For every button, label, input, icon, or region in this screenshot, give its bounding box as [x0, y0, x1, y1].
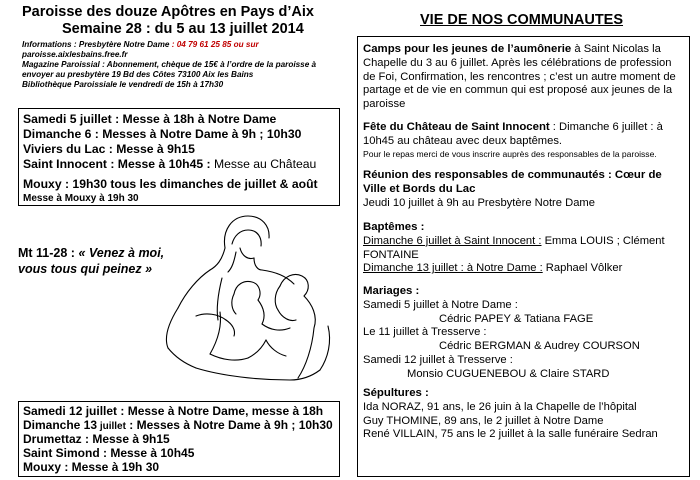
camps-section	[363, 43, 685, 112]
bap1-who: Emma LOUIS ; Clément FONTAINE	[363, 234, 665, 261]
mass-line: Samedi 12 juillet : Messe à Notre Dame, messe à 18h	[23, 404, 324, 418]
baptemes-section	[363, 221, 685, 276]
sepultures-section	[363, 387, 685, 442]
reunion-section	[363, 169, 685, 210]
quote-text-1: « Venez à moi,	[78, 246, 165, 260]
sepulture-item: Ida NORAZ, 91 ans, le 26 juin à la Chapelle de l’hôpital	[363, 400, 637, 413]
fete-text: : Dimanche 6 juillet : à 10h45 au château avec deux baptêmes.	[363, 121, 663, 147]
m3-when: Samedi 12 juillet à Tresserve :	[363, 353, 513, 366]
m1-when: Samedi 5 juillet à Notre Dame :	[363, 298, 518, 311]
fete-note: Pour le repas merci de vous inscrire auprès des responsables de la paroisse.	[363, 148, 657, 159]
quote-ref: Mt 11-28 :	[18, 246, 75, 260]
camps-text: à Saint Nicolas la Chapelle du 3 au 6 juillet. Après les célébrations de profession de Foi, Confirmation, les rencontres ; c’est un autre moment de partage et de vie en commun qui est proposé aux jeunes de la paroisse	[363, 43, 676, 111]
sepultures-title: Sépultures :	[363, 387, 429, 399]
mass-line: Dimanche 6 : Messes à Notre Dame à 9h ; 10h30	[23, 127, 302, 141]
mass-line: Mouxy : 19h30 tous les dimanches de juillet & août	[23, 177, 318, 191]
info-label: Informations : Presbytère Notre Dame	[22, 40, 170, 49]
mass-line	[23, 418, 333, 432]
bap2-who: Raphael Vôlker	[542, 262, 623, 275]
reunion-title: Réunion des responsables de communautés : Cœur de Ville et Bords du Lac	[363, 169, 662, 195]
bap1-when: Dimanche 6 juillet à Saint Innocent :	[363, 234, 542, 247]
mass-line	[23, 157, 316, 171]
mass-line: Saint Simond : Messe à 10h45	[23, 446, 195, 460]
baptemes-title: Baptêmes :	[363, 221, 425, 233]
mariages-title: Mariages :	[363, 285, 420, 297]
magazine-info: Magazine Paroissial : Abonnement, chèque de 15€ à l’ordre de la paroisse à envoyer au presbytère 19 Bd des Côtes 73100 Aix les Bains	[22, 60, 317, 79]
mass-line-rest: : Messes à Notre Dame à 9h ; 10h30	[125, 418, 333, 432]
week-heading: Semaine 28 : du 5 au 13 juillet 2014	[62, 21, 304, 37]
info-site: paroisse.aixlesbains.free.fr	[22, 50, 128, 59]
masses-week2-box	[18, 401, 340, 477]
mass-line: Drumettaz : Messe à 9h15	[23, 432, 170, 446]
sepulture-item: Guy THOMINE, 89 ans, le 2 juillet à Notre Dame	[363, 414, 604, 427]
m2-when: Le 11 juillet à Tresserve :	[363, 326, 487, 339]
masses-week1-box	[18, 108, 340, 206]
info-phone: : 04 79 61 25 85 ou sur	[171, 40, 259, 49]
sepulture-item: René VILLAIN, 75 ans le 2 juillet à la salle funéraire Sedran	[363, 428, 658, 441]
gospel-quote	[18, 245, 164, 277]
bap2-when: Dimanche 13 juillet : à Notre Dame :	[363, 262, 543, 275]
mass-line: Messe à Mouxy à 19h 30	[23, 193, 139, 204]
community-life-box	[357, 36, 690, 477]
camps-title: Camps pour les jeunes de l’aumônerie	[363, 43, 572, 55]
m1-who: Cédric PAPEY & Tatiana FAGE	[439, 312, 594, 325]
reunion-text: Jeudi 10 juillet à 9h au Presbytère Notre Dame	[363, 196, 595, 209]
m3-who: Monsio CUGUENEBOU & Claire STARD	[407, 367, 610, 380]
mass-line: Mouxy : Messe à 19h 30	[23, 460, 160, 474]
mass-line: Samedi 5 juillet : Messe à 18h à Notre Dame	[23, 112, 277, 126]
m2-who: Cédric BERGMAN & Audrey COURSON	[439, 340, 640, 353]
mass-line-extra: Messe au Château	[210, 157, 317, 171]
community-life-heading: VIE DE NOS COMMUNAUTES	[420, 12, 624, 28]
jesus-children-illustration	[162, 208, 342, 390]
library-info: Bibliothèque Paroissiale le vendredi de 15h à 17h30	[22, 80, 224, 89]
mass-line-main: Saint Innocent : Messe à 10h45 :	[23, 157, 211, 171]
mariages-section	[363, 285, 685, 382]
quote-text-2: vous tous qui peinez »	[18, 262, 153, 276]
mass-line: Viviers du Lac : Messe à 9h15	[23, 142, 195, 156]
mass-line-day: Dimanche 13	[23, 418, 98, 432]
fete-title: Fête du Château de Saint Innocent	[363, 121, 550, 133]
mass-line-month: juillet	[97, 421, 126, 432]
fete-section	[363, 121, 685, 159]
parish-title: Paroisse des douze Apôtres en Pays d’Aix	[22, 4, 314, 20]
info-block	[22, 40, 322, 90]
